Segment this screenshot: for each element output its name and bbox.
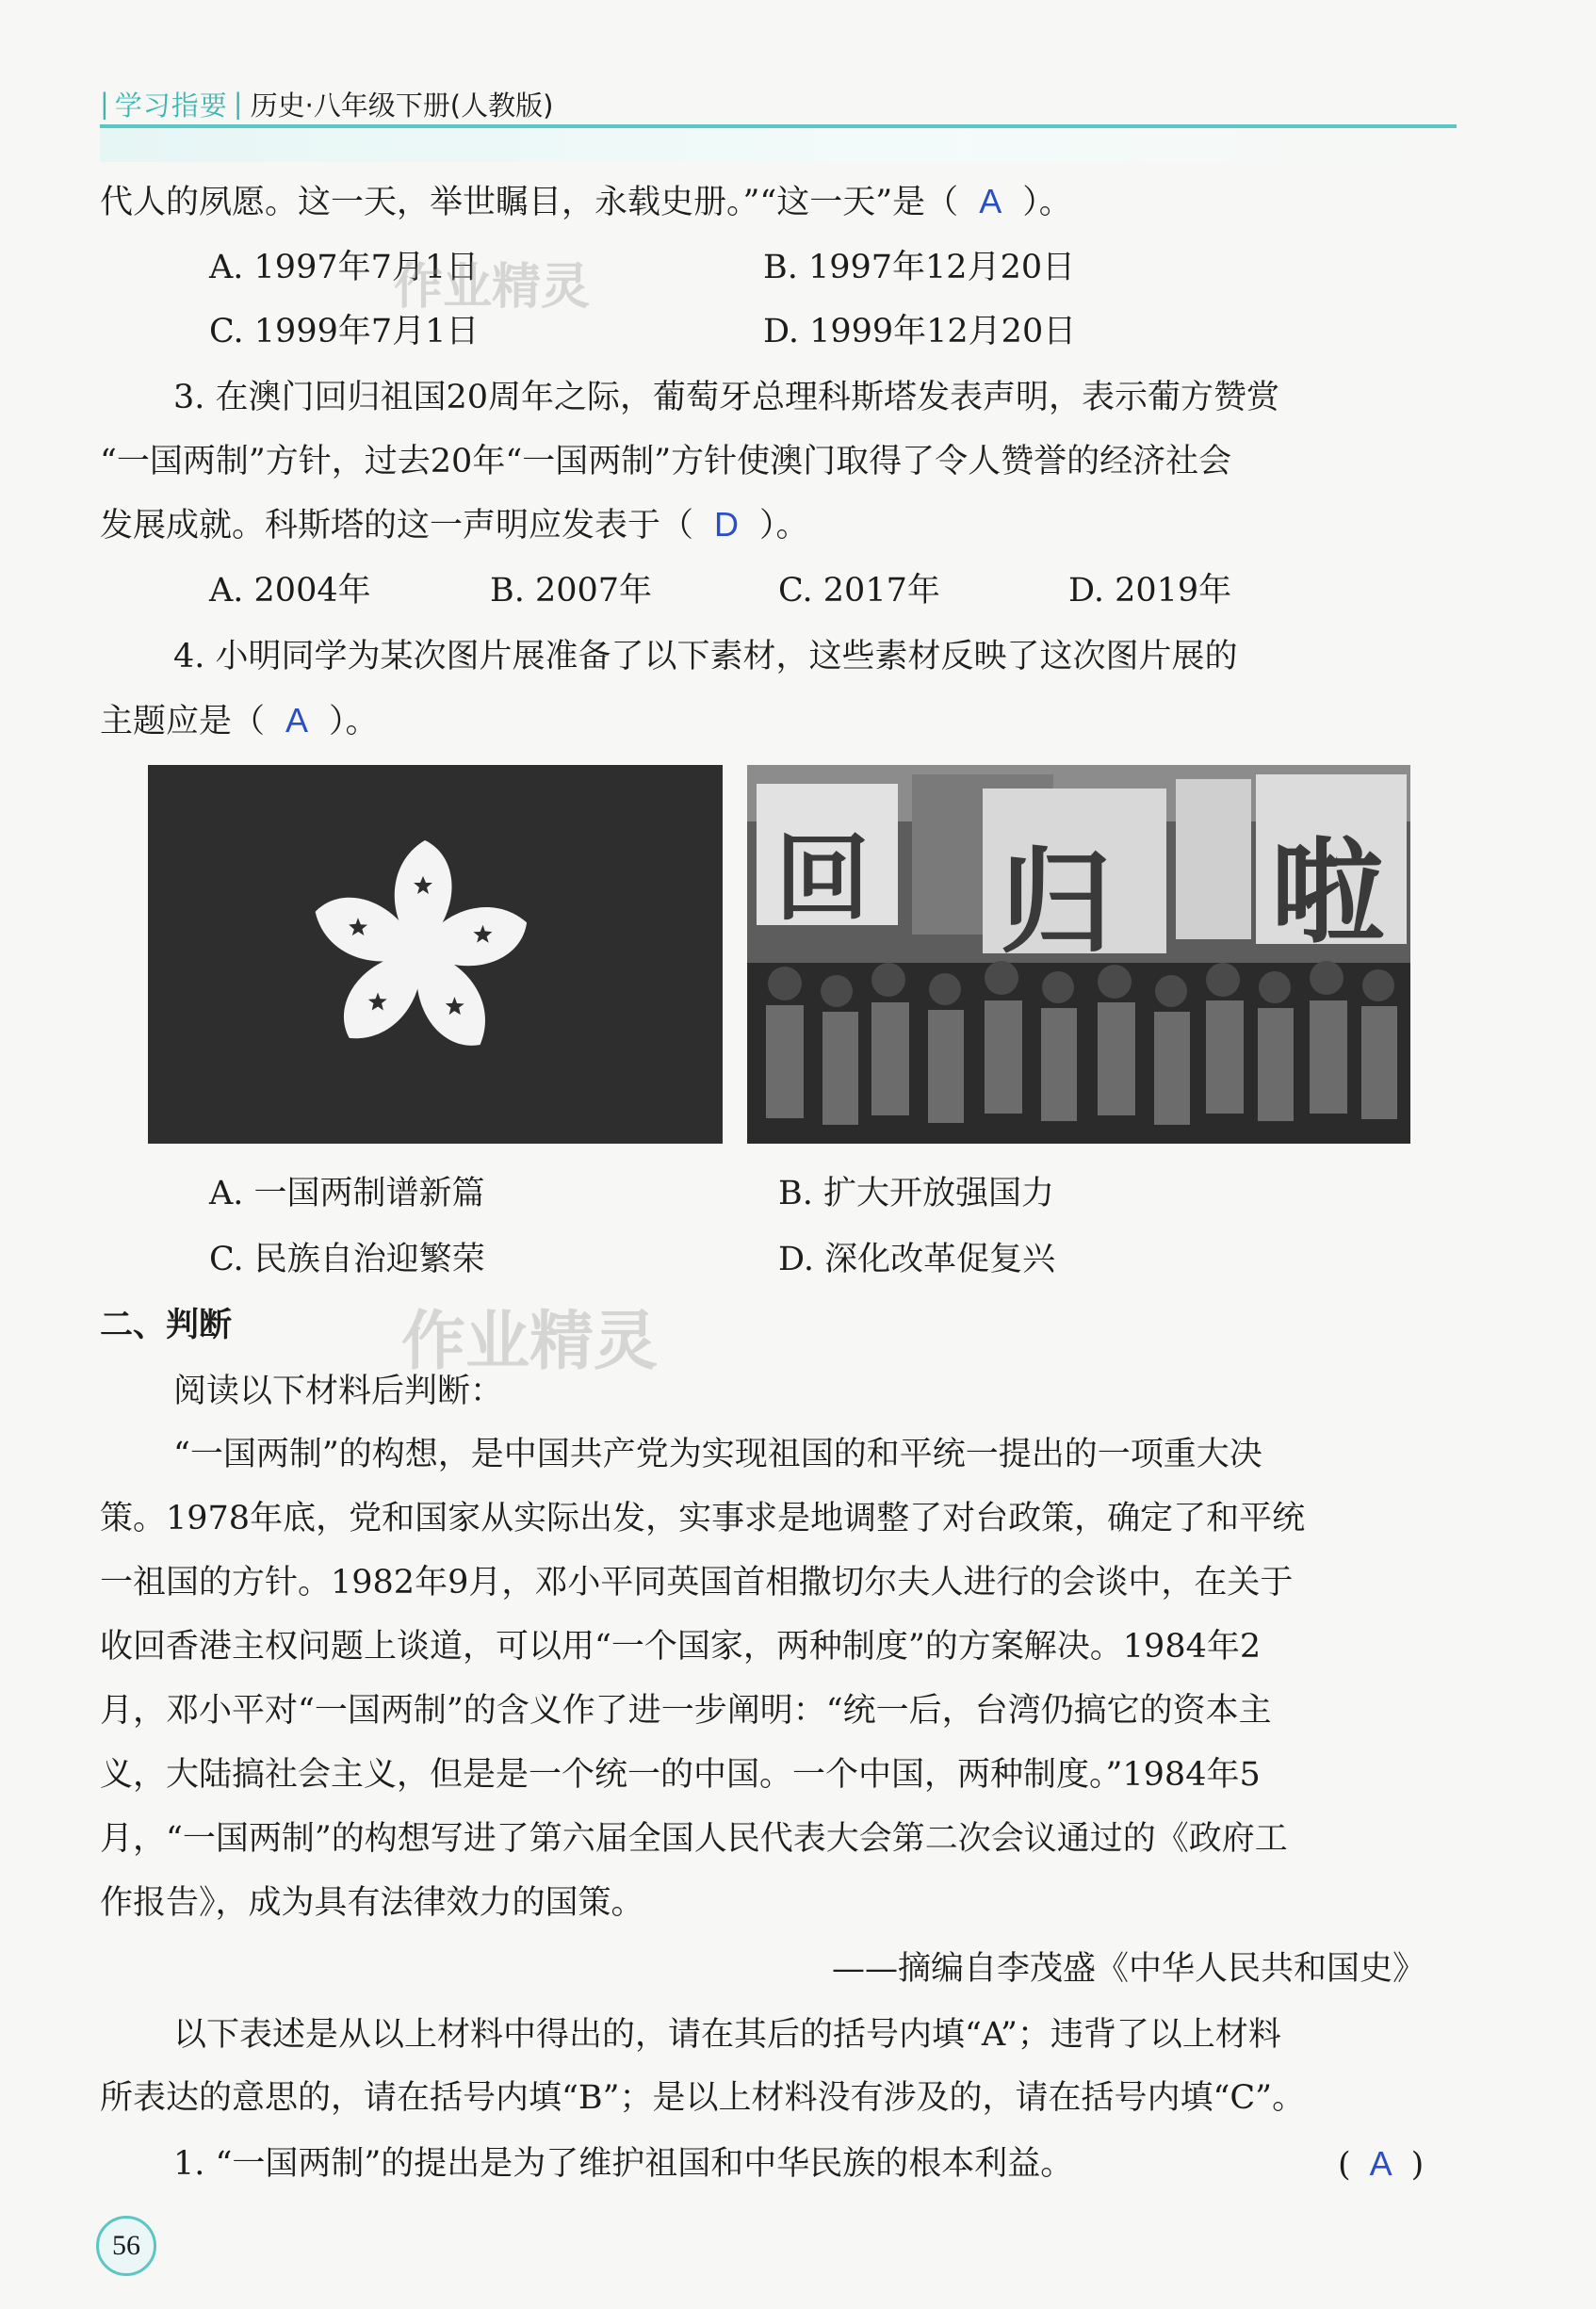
header-bar-left: | [100, 88, 109, 120]
q2-answer: A [979, 182, 1002, 220]
q3-answer: D [714, 505, 740, 544]
instruction-line-1: 以下表述是从以上材料中得出的，请在其后的括号内填“A”；违背了以上材料 [173, 2016, 1281, 2054]
material-line-7: 月，“一国两制”的构想写进了第六届全国人民代表大会第二次会议通过的《政府工 [100, 1820, 1288, 1858]
celebration-crowd-photo [747, 765, 1410, 1144]
q4-line-1: 4. 小明同学为某次图片展准备了以下素材，这些素材反映了这次图片展的 [173, 638, 1238, 675]
material-line-4: 收回香港主权问题上谈道，可以用“一个国家，两种制度”的方案解决。1984年2 [100, 1628, 1262, 1666]
watermark-middle: 作业精灵 [401, 1305, 659, 1379]
page-header [100, 85, 553, 122]
q4-end: ）。 [329, 703, 379, 740]
material-line-2: 策。1978年底，党和国家从实际出发，实事求是地调整了对台政策，确定了和平统 [100, 1500, 1306, 1537]
header-brand: 学习指要 [114, 89, 228, 122]
hk-flag-photo [148, 765, 723, 1144]
header-bar-right: | [233, 88, 243, 120]
q4-option-a: A. 一国两制谱新篇 [209, 1175, 485, 1212]
q4-option-c: C. 民族自治迎繁荣 [209, 1241, 485, 1278]
judgment-item-1: 1. “一国两制”的提出是为了维护祖国和中华民族的根本利益。 [173, 2145, 1074, 2183]
page-number: 56 [96, 2216, 156, 2276]
q4-option-d: D. 深化改革促复兴 [778, 1241, 1056, 1278]
q3-line-2: “一国两制”方针，过去20年“一国两制”方针使澳门取得了令人赞誉的经济社会 [100, 443, 1232, 480]
q2-option-c: C. 1999年7月1日 [209, 313, 480, 350]
q4-answer: A [285, 701, 309, 740]
q3-option-d: D. 2019年 [1068, 572, 1232, 610]
header-band [100, 128, 1457, 162]
header-book-title: 历史·八年级下册(人教版) [250, 89, 554, 122]
material-line-1: “一国两制”的构想，是中国共产党为实现祖国的和平统一提出的一项重大决 [173, 1436, 1262, 1473]
q4-line-2 [100, 700, 379, 742]
instruction-line-2: 所表达的意思的，请在括号内填“B”；是以上材料没有涉及的，请在括号内填“C”。 [100, 2079, 1306, 2117]
judgment-item-1-answer: A [1369, 2144, 1392, 2183]
material-line-5: 月，邓小平对“一国两制”的含义作了进一步阐明：“统一后，台湾仍搞它的资本主 [100, 1692, 1272, 1730]
q2-option-a: A. 1997年7月1日 [209, 249, 480, 286]
q3-line-1: 3. 在澳门回归祖国20周年之际，葡萄牙总理科斯塔发表声明，表示葡方赞赏 [173, 379, 1280, 416]
judgment-item-1-bracket: ( A ) [1338, 2144, 1425, 2184]
q3-line-3 [100, 504, 809, 546]
bauhinia-emblem [148, 765, 723, 1144]
q4-option-b: B. 扩大开放强国力 [778, 1175, 1054, 1212]
material-line-3: 一祖国的方针。1982年9月，邓小平同英国首相撒切尔夫人进行的会谈中，在关于 [100, 1564, 1294, 1602]
q2-line [100, 181, 1072, 223]
q2-option-b: B. 1997年12月20日 [763, 249, 1076, 286]
watermark-top: 作业精灵 [394, 259, 591, 316]
section-2-intro: 阅读以下材料后判断： [173, 1373, 504, 1410]
material-source: ——摘编自李茂盛《中华人民共和国史》 [832, 1950, 1426, 1988]
q3-text: 发展成就。科斯塔的这一声明应发表于（ [100, 507, 694, 545]
sign-text-gui: 归 [1000, 837, 1113, 968]
material-line-6: 义，大陆搞社会主义，但是是一个统一的中国。一个中国，两种制度。”1984年5 [100, 1756, 1261, 1794]
sign-text-la: 啦 [1271, 828, 1384, 959]
q2-option-d: D. 1999年12月20日 [763, 313, 1077, 350]
sign-text-hui: 回 [775, 823, 870, 934]
q3-option-b: B. 2007年 [490, 572, 653, 610]
q3-option-a: A. 2004年 [209, 572, 371, 610]
q2-end: ）。 [1022, 184, 1072, 221]
q3-end: ）。 [759, 507, 809, 545]
q4-text: 主题应是（ [100, 703, 266, 740]
q2-text: 代人的夙愿。这一天，举世瞩目，永载史册。”“这一天”是（ [100, 184, 959, 221]
material-line-8: 作报告》，成为具有法律效力的国策。 [100, 1884, 644, 1922]
q3-option-c: C. 2017年 [778, 572, 940, 610]
section-2-title: 二、判断 [100, 1307, 233, 1344]
